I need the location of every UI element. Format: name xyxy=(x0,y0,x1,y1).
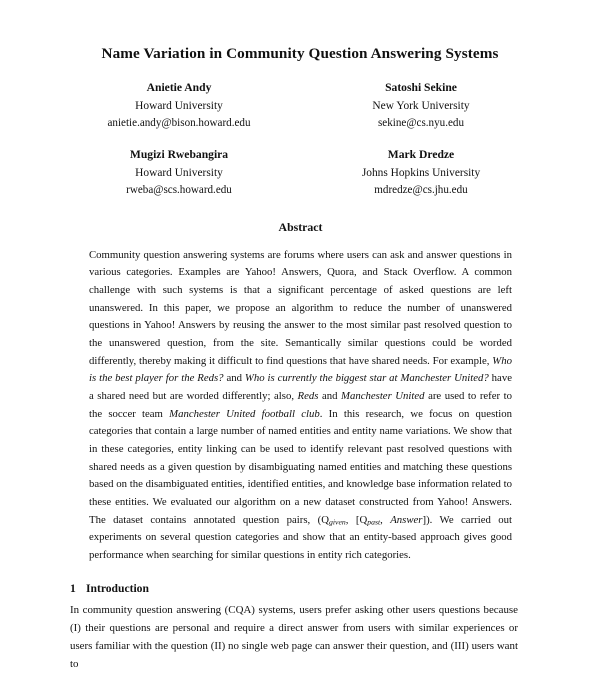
abstract-entity-football-club: Manchester United football club xyxy=(169,407,320,420)
abstract-text-part: and xyxy=(318,390,342,403)
author-affiliation: Howard University xyxy=(135,100,223,113)
author-entry xyxy=(300,146,542,200)
author-name: Mugizi Rwebangira xyxy=(129,147,229,161)
abstract-term-answer: Answer xyxy=(390,513,423,526)
abstract-text-part: , xyxy=(380,513,391,526)
abstract-section xyxy=(0,213,600,565)
abstract-text-part: ]). We carried out experiments on several question categories and show that an entity-based approach gives good performance when searching for similar questions in entity rich categories. xyxy=(89,513,513,562)
author-email: anietie.andy@bison.howard.edu xyxy=(107,117,251,130)
author-entry xyxy=(300,79,542,133)
section-number: 1 xyxy=(70,581,76,595)
section-title: Introduction xyxy=(86,581,149,595)
abstract-heading: Abstract xyxy=(278,219,323,234)
subscript-given: given xyxy=(329,517,346,527)
author-list xyxy=(0,63,600,213)
abstract-text-part: . In this research, we focus on question categories that contain a large number of named entities and entity name variations. We show that in these categories, entity linking can be used to identify relevant past resolved questions with shared needs as a given question by disambiguating named entities and matching these questions based on the disambiguated entities, identified entities, and knowledge base information related to these entities. We evaluated our algorithm on a new dataset constructed from Yahoo! Answers. The dataset contains annotated question pairs, (Q xyxy=(89,407,512,526)
author-affiliation: New York University xyxy=(372,100,470,113)
author-entry xyxy=(58,146,300,200)
section-heading-introduction xyxy=(0,582,600,595)
author-email: mdredze@cs.jhu.edu xyxy=(374,184,468,197)
abstract-text-part: have a shared need but are worded differently; also, xyxy=(89,372,512,403)
author-name: Satoshi Sekine xyxy=(385,81,457,94)
abstract-entity-reds: Reds xyxy=(297,390,319,403)
author-email: rweba@scs.howard.edu xyxy=(126,184,232,197)
author-name: Mark Dredze xyxy=(387,147,455,161)
abstract-text-part: Community question answering systems are forums where users can ask and answer questions in various categories. Examples are Yahoo! Answers, Quora, and Stack Overflow. A common challenge with such systems is that a significant percentage of asked questions are left unanswered. In this paper, we propose an algorithm to reduce the number of unanswered questions in Yahoo! Answers by reusing the answer to the most similar past resolved question to the unanswered question, from the site. Semantically similar questions could be worded differently, thereby making it difficult to find questions that have shared needs. For example, xyxy=(89,248,512,367)
abstract-entity-manchester-united: Manchester United xyxy=(341,390,425,403)
subscript-past: past xyxy=(367,517,381,527)
author-affiliation: Johns Hopkins University xyxy=(361,167,481,180)
page-title: Name Variation in Community Question Answering Systems xyxy=(101,45,499,62)
author-email: sekine@cs.nyu.edu xyxy=(377,117,464,130)
author-entry xyxy=(58,79,300,133)
abstract-text-part: are used to refer to the soccer team xyxy=(89,390,512,420)
abstract-text-part: , [Q xyxy=(345,513,368,526)
abstract-example-question-1: Who is the best player for the Reds? xyxy=(89,354,512,385)
author-name: Anietie Andy xyxy=(146,81,212,94)
author-affiliation: Howard University xyxy=(135,167,223,180)
abstract-body xyxy=(89,247,512,565)
abstract-example-question-2: Who is currently the biggest star at Manchester United? xyxy=(244,372,489,385)
abstract-text-part: and xyxy=(223,372,245,385)
section-body-introduction: In community question answering (CQA) systems, users prefer asking other users questions because (I) their questions are personal and require a direct answer from users with similar experiences or users familiar with the question (II) no single web page can answer their question, and (III) users want to xyxy=(70,603,518,671)
